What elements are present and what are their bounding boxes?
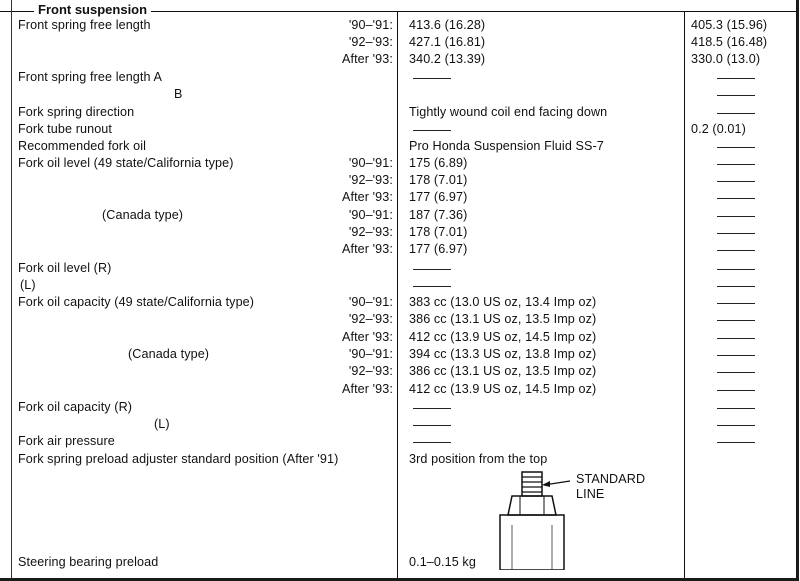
left-rule	[11, 0, 12, 578]
row-year: '92–'93:	[348, 364, 393, 378]
service-limit-dash	[717, 233, 755, 234]
row-label: Steering bearing preload	[18, 555, 159, 569]
row-label: Recommended fork oil	[18, 139, 146, 153]
row-year: After '93:	[341, 330, 393, 344]
row-standard-value: 187 (7.36)	[409, 208, 468, 222]
service-limit-dash	[717, 164, 755, 165]
row-service-limit-value: 405.3 (15.96)	[691, 18, 768, 32]
service-limit-dash	[717, 320, 755, 321]
row-label: Fork oil level (49 state/California type)	[18, 156, 234, 170]
row-standard-value: 386 cc (13.1 US oz, 13.5 Imp oz)	[409, 312, 597, 326]
row-year: After '93:	[341, 52, 393, 66]
standard-line-label-1: STANDARD	[576, 472, 646, 486]
standard-dash	[413, 408, 451, 409]
column-divider-standard	[397, 11, 398, 578]
service-limit-dash	[717, 390, 755, 391]
service-limit-dash	[717, 198, 755, 199]
row-standard-value: 394 cc (13.3 US oz, 13.8 Imp oz)	[409, 347, 597, 361]
row-year: After '93:	[341, 382, 393, 396]
row-standard-value: 413.6 (16.28)	[409, 18, 486, 32]
row-label: B	[174, 87, 183, 101]
row-label: Fork oil level (R)	[18, 261, 112, 275]
row-service-limit-value: 330.0 (13.0)	[691, 52, 761, 66]
row-year: '90–'91:	[348, 347, 393, 361]
row-year: '92–'93:	[348, 312, 393, 326]
service-limit-dash	[717, 113, 755, 114]
row-standard-value: Tightly wound coil end facing down	[409, 105, 608, 119]
row-label: Fork oil capacity (R)	[18, 400, 133, 414]
row-standard-value: 3rd position from the top	[409, 452, 548, 466]
row-year: After '93:	[341, 242, 393, 256]
row-standard-value: 340.2 (13.39)	[409, 52, 486, 66]
row-service-limit-value: 0.2 (0.01)	[691, 122, 746, 136]
row-year: '90–'91:	[348, 18, 393, 32]
service-limit-dash	[717, 269, 755, 270]
row-standard-value: 412 cc (13.9 US oz, 14.5 Imp oz)	[409, 382, 597, 396]
row-standard-value: 177 (6.97)	[409, 190, 468, 204]
service-limit-dash	[717, 303, 755, 304]
standard-line-label-2: LINE	[576, 487, 605, 501]
row-standard-value: 178 (7.01)	[409, 173, 468, 187]
standard-dash	[413, 442, 451, 443]
service-limit-dash	[717, 250, 755, 251]
row-year: '92–'93:	[348, 35, 393, 49]
row-label: Front spring free length	[18, 18, 151, 32]
service-limit-dash	[717, 147, 755, 148]
row-standard-value: 178 (7.01)	[409, 225, 468, 239]
row-label: (Canada type)	[102, 208, 184, 222]
row-label: Front spring free length A	[18, 70, 163, 84]
service-limit-dash	[717, 181, 755, 182]
service-limit-dash	[717, 216, 755, 217]
row-year: '90–'91:	[348, 295, 393, 309]
service-limit-dash	[717, 338, 755, 339]
row-label: Fork oil capacity (49 state/California type)	[18, 295, 255, 309]
row-label: (Canada type)	[128, 347, 210, 361]
row-year: '90–'91:	[348, 208, 393, 222]
standard-dash	[413, 78, 451, 79]
row-label: Fork air pressure	[18, 434, 115, 448]
row-year: '92–'93:	[348, 225, 393, 239]
row-label: Fork spring direction	[18, 105, 135, 119]
standard-dash	[413, 286, 451, 287]
row-standard-value: 383 cc (13.0 US oz, 13.4 Imp oz)	[409, 295, 597, 309]
row-year: '92–'93:	[348, 173, 393, 187]
row-standard-value: Pro Honda Suspension Fluid SS-7	[409, 139, 604, 153]
row-year: '90–'91:	[348, 156, 393, 170]
row-label: Fork tube runout	[18, 122, 113, 136]
service-limit-dash	[717, 408, 755, 409]
row-standard-value: 0.1–0.15 kg	[409, 555, 476, 569]
service-limit-dash	[717, 442, 755, 443]
row-service-limit-value: 418.5 (16.48)	[691, 35, 768, 49]
service-limit-dash	[717, 425, 755, 426]
standard-dash	[413, 130, 451, 131]
preload-adjuster-figure	[470, 470, 670, 570]
row-label: (L)	[20, 278, 36, 292]
row-standard-value: 386 cc (13.1 US oz, 13.5 Imp oz)	[409, 364, 597, 378]
row-standard-value: 412 cc (13.9 US oz, 14.5 Imp oz)	[409, 330, 597, 344]
standard-dash	[413, 425, 451, 426]
service-limit-dash	[717, 78, 755, 79]
row-standard-value: 427.1 (16.81)	[409, 35, 486, 49]
service-limit-dash	[717, 95, 755, 96]
row-standard-value: 175 (6.89)	[409, 156, 468, 170]
service-limit-dash	[717, 355, 755, 356]
standard-dash	[413, 269, 451, 270]
row-standard-value: 177 (6.97)	[409, 242, 468, 256]
service-limit-dash	[717, 286, 755, 287]
section-title: Front suspension	[34, 2, 151, 18]
column-divider-limit	[684, 11, 685, 578]
row-label: (L)	[154, 417, 170, 431]
service-limit-dash	[717, 372, 755, 373]
row-year: After '93:	[341, 190, 393, 204]
row-label: Fork spring preload adjuster standard position (After '91)	[18, 452, 339, 466]
